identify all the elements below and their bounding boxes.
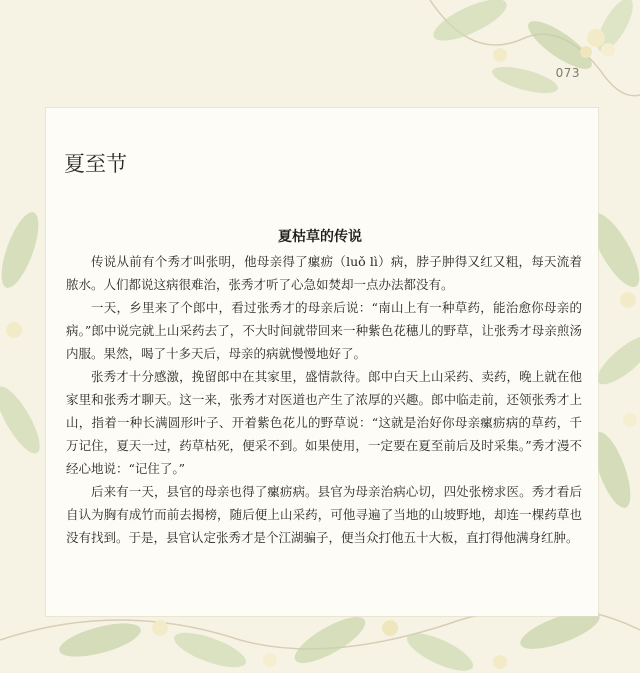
page-number: 073 [555,66,580,80]
paragraph: 一天，乡里来了个郎中，看过张秀才的母亲后说：“南山上有一种草药，能治愈你母亲的病。”郎中说完就上山采药去了，不大时间就带回来一种紫色花穗儿的野草，让张秀才母亲煎汤内服。果然，喝了十多天后，母亲的病就慢慢地好了。 [66,300,582,361]
paragraph: 后来有一天，县官的母亲也得了瘰疬病。县官为母亲治病心切，四处张榜求医。秀才看后自认为胸有成竹而前去揭榜，随后便上山采药，可他寻遍了当地的山坡野地，却连一棵药草也没有找到。于是，县官认定张秀才是个江湖骗子，便当众打他五十大板，直打得他满身红肿。 [66,484,582,545]
article-body [66,250,582,549]
paragraph: 传说从前有个秀才叫张明，他母亲得了瘰疬（luǒ lì）病，脖子肿得又红又粗，每天流着脓水。人们都说这病很难治，张秀才听了心急如焚却一点办法都没有。 [66,254,582,292]
paragraph: 张秀才十分感激，挽留郎中在其家里，盛情款待。郎中白天上山采药、卖药，晚上就在他家里和张秀才聊天。这一来，张秀才对医道也产生了浓厚的兴趣。郎中临走前，还领张秀才上山，指着一种长满圆形叶子、开着紫色花儿的野草说：“这就是治好你母亲瘰疬病的草药，千万记住，夏天一过，药草枯死，便采不到。如果使用，一定要在夏至前后及时采集。”秀才漫不经心地说：“记住了。” [66,369,582,476]
article-title: 夏枯草的传说 [278,229,362,245]
chapter-title: 夏至节 [64,152,127,176]
